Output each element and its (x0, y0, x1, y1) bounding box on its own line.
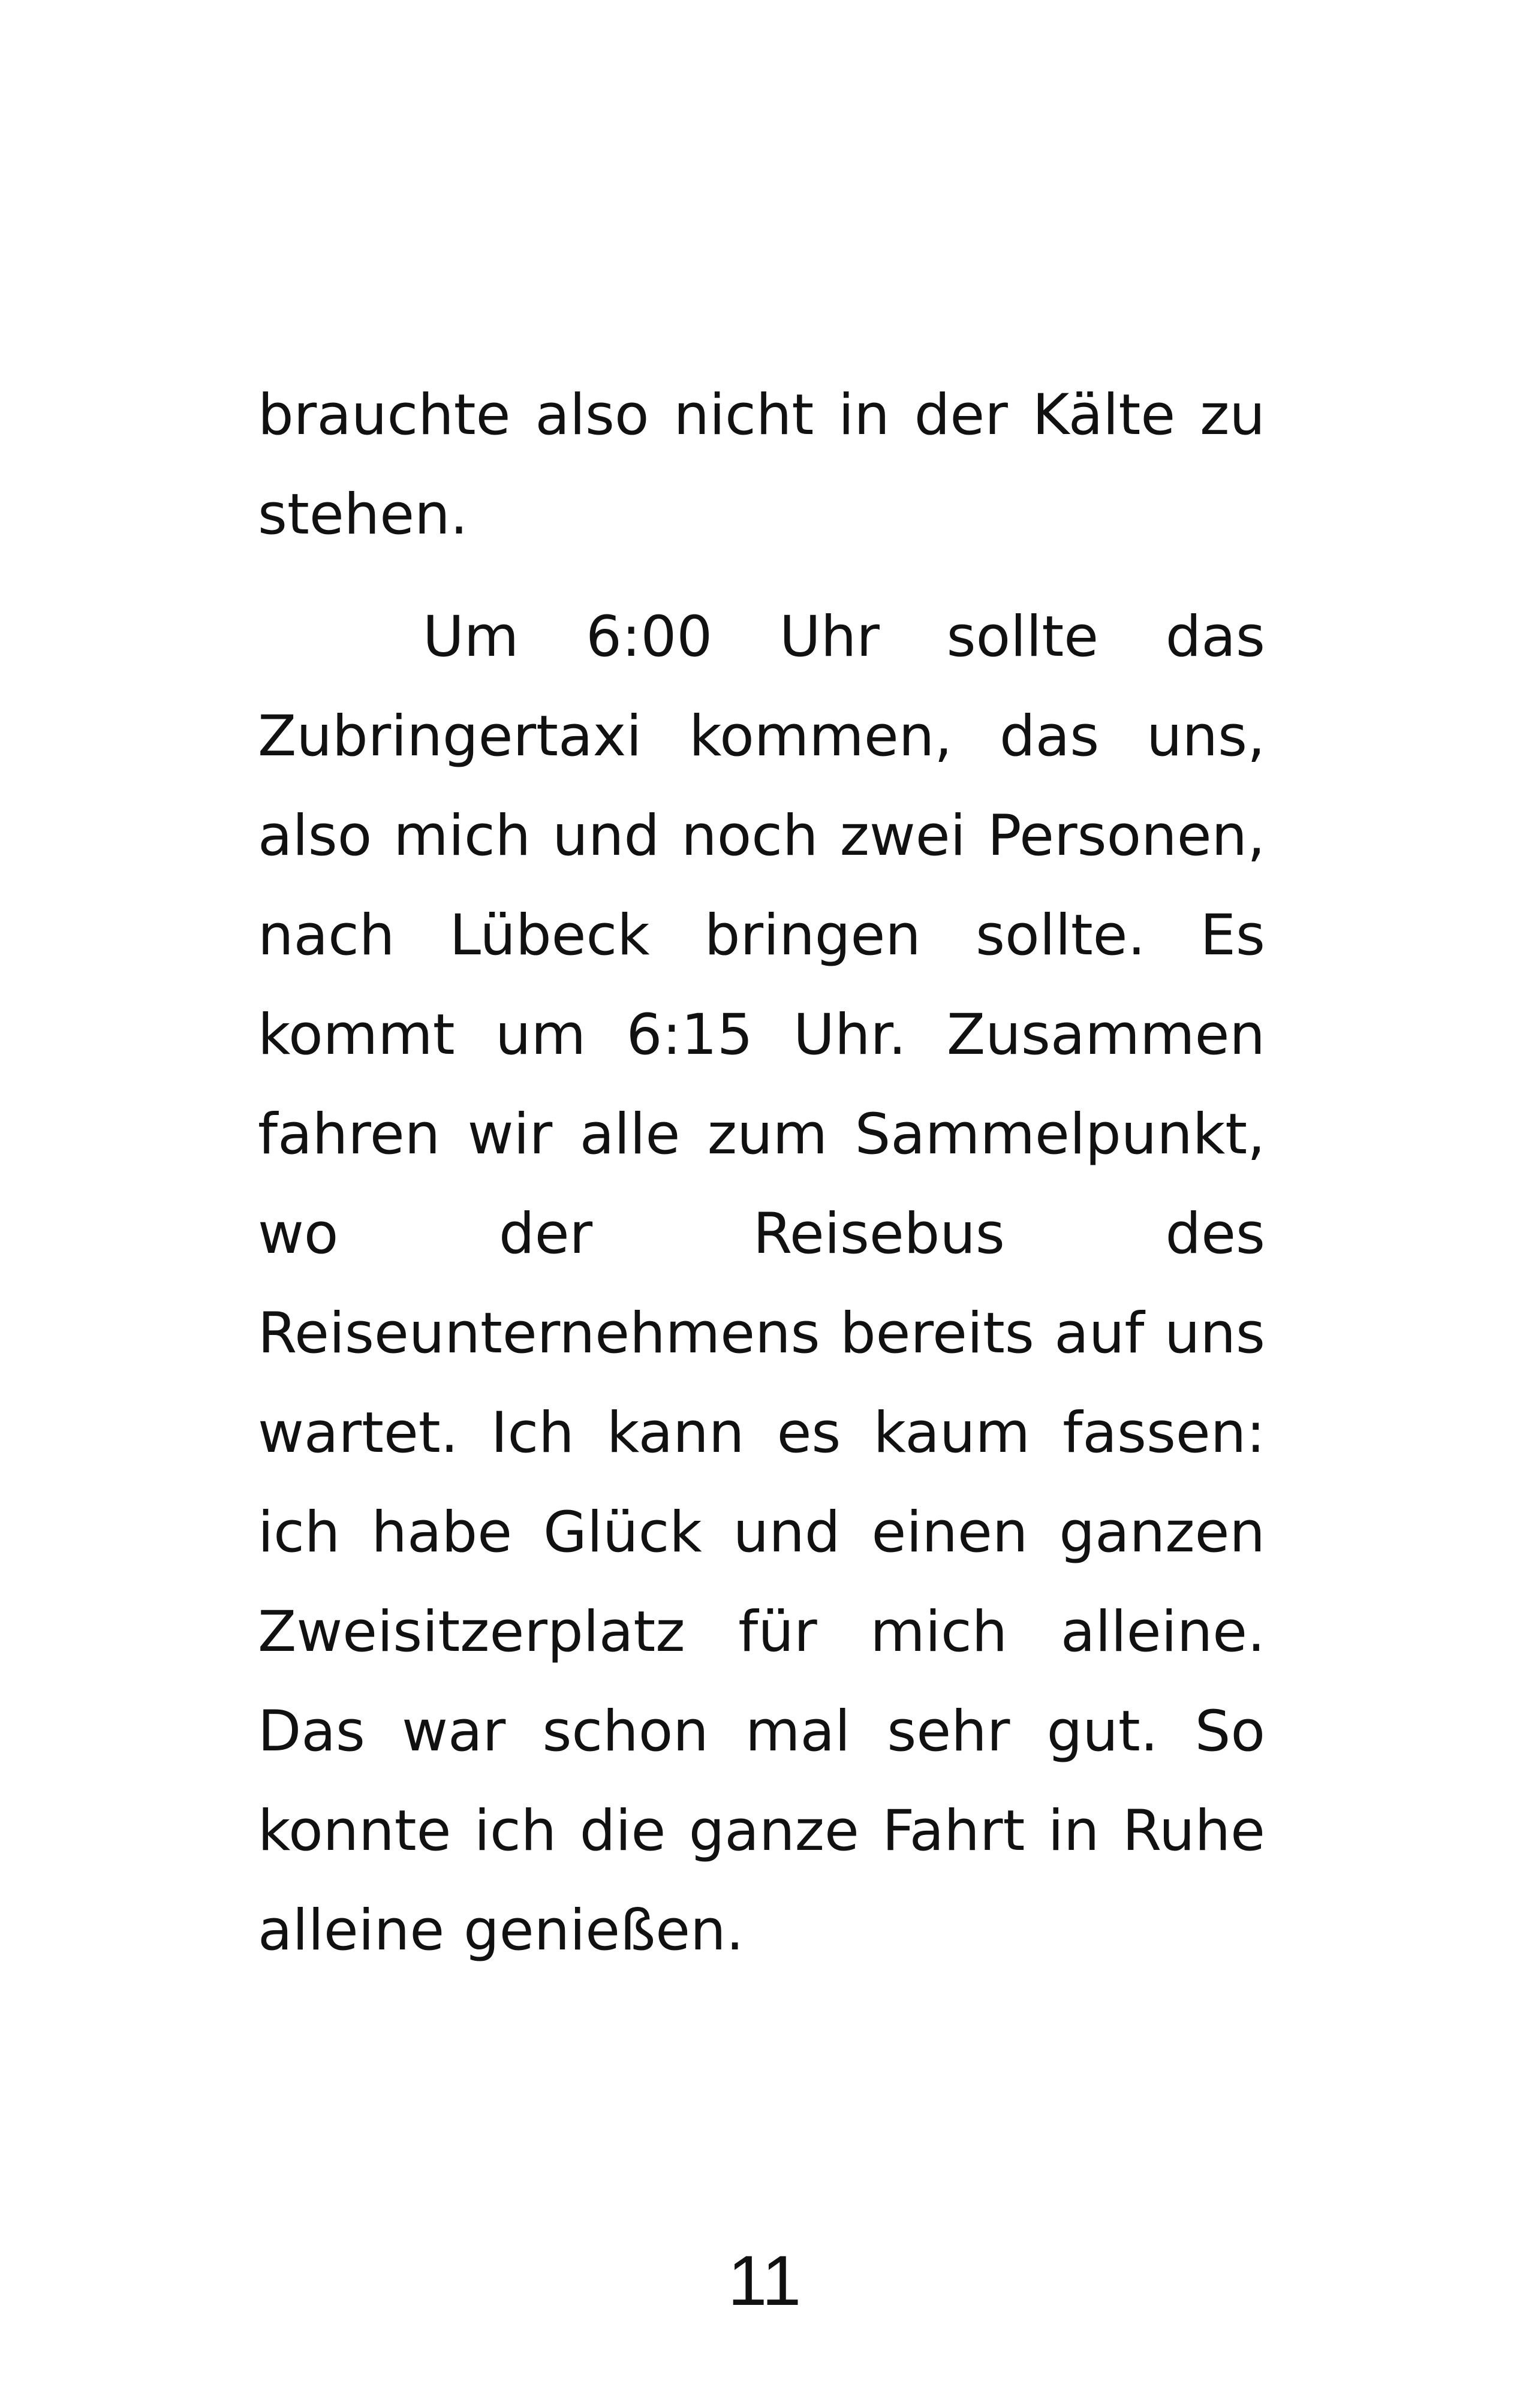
paragraph-1: brauchte also nicht in der Kälte zu stehen. (258, 382, 1265, 547)
paragraph-2: Um 6:00 Uhr sollte das Zubringertaxi kommen, das uns, also mich und noch zwei Personen, nach Lübeck bringen sollte. Es kommt um 6:15 Uhr. Zusammen fahren wir alle zum Sammelpunkt, wo der Reisebus des Reiseunternehmens bereits auf uns wartet. Ich kann es kaum fassen: ich habe Glück und einen ganzen Zweisitzerplatz für mich alleine. Das war schon mal sehr gut. So konnte ich die ganze Fahrt in Ruhe alleine genießen. (258, 604, 1265, 1963)
body-text (258, 366, 1265, 1981)
page-number: 11 (727, 2241, 802, 2320)
